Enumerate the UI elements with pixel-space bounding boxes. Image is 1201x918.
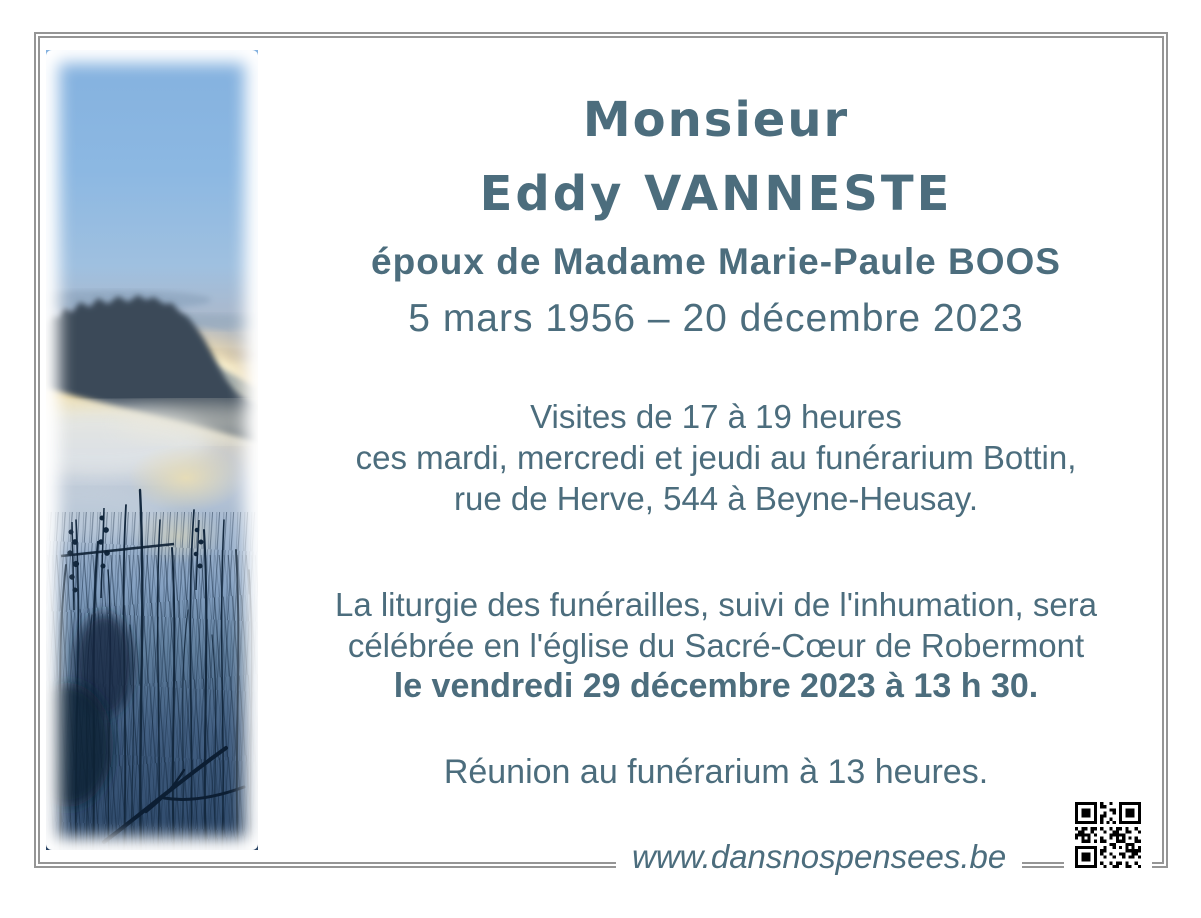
deceased-name: Eddy VANNESTE xyxy=(479,166,953,222)
ceremony-line-1: La liturgie des funérailles, suivi de l'inhumation, sera xyxy=(334,586,1098,623)
website-url xyxy=(616,838,1022,876)
life-dates: 5 mars 1956 – 20 décembre 2023 xyxy=(408,297,1024,340)
ceremony-paragraph xyxy=(262,584,1170,707)
spouse-line: époux de Madame Marie-Paule BOOS xyxy=(371,241,1061,282)
ceremony-date-line: le vendredi 29 décembre 2023 à 13 h 30. xyxy=(393,667,1039,705)
title-prefix: Monsieur xyxy=(582,92,850,148)
website-url-text: www.dansnospensees.be xyxy=(632,838,1007,875)
ceremony-line-2: célébrée en l'église du Sacré-Cœur de Robermont xyxy=(347,627,1085,664)
visits-line-2: ces mardi, mercredi et jeudi au funérarium Bottin, xyxy=(355,439,1077,476)
visits-line-3: rue de Herve, 544 à Beyne-Heusay. xyxy=(453,480,979,517)
qr-code xyxy=(1064,797,1152,873)
visits-paragraph xyxy=(262,396,1170,519)
qr-code-icon xyxy=(1075,802,1141,868)
visits-line-1: Visites de 17 à 19 heures xyxy=(530,398,902,435)
reunion-line: Réunion au funérarium à 13 heures. xyxy=(443,753,989,791)
